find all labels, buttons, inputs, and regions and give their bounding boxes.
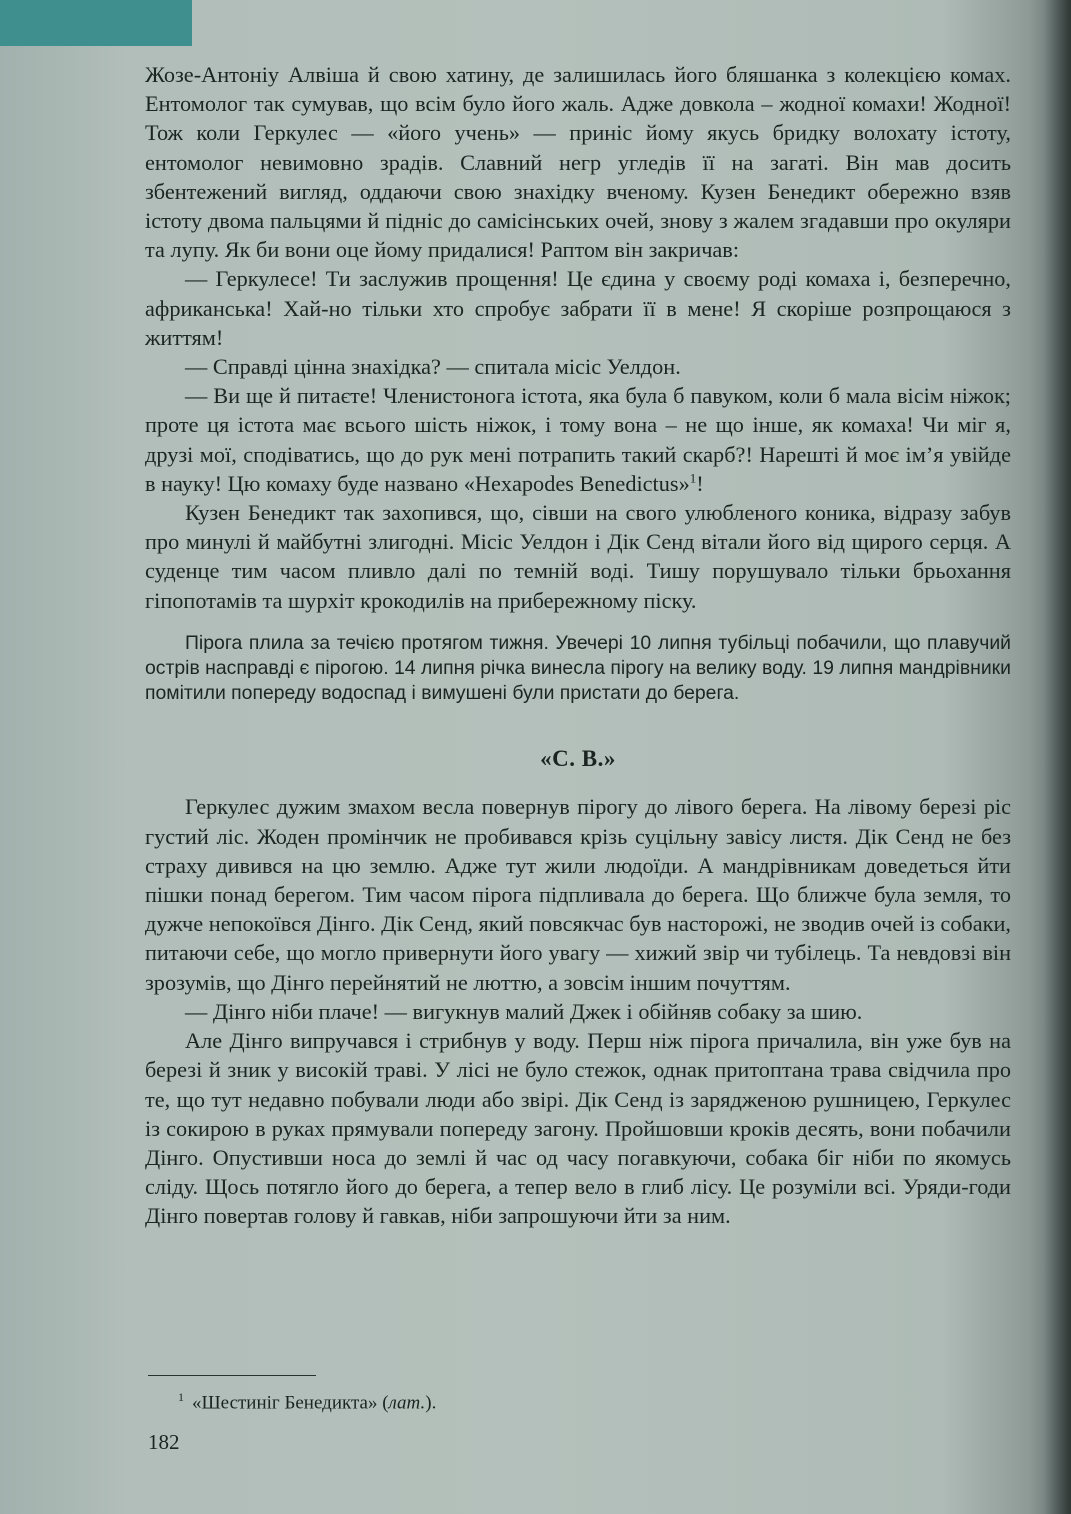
paragraph: — Дінго ніби плаче! — вигукнув малий Джек і обійняв собаку за шию. <box>185 998 863 1024</box>
footnote-lang: лат. <box>388 1392 426 1414</box>
paragraph-text-end: ! <box>696 470 704 496</box>
footnote-number: 1 <box>178 1390 184 1404</box>
paragraph: — Справді цінна знахідка? — спитала місіс Уелдон. <box>185 354 681 380</box>
footnote-text: «Шестиніг Бенедикта» <box>192 1392 378 1414</box>
paragraph-hexapodes <box>145 381 1011 498</box>
paragraph: Але Дінго випручався і стрибнув у воду. Перш ніж пірога причалила, він уже був на березі й зник у високій траві. У лісі не було стежок, однак притоптана трава свідчила про те, що тут недавно побували люди або звірі. Дік Сенд із зарядженою рушницею, Геркулес із сокирою в руках прямували попереду загону. Пройшовши кроків десять, вони побачили Дінго. Опустивши носа до землі й час од часу погавкуючи, собака біг ніби по якомусь сліду. Щось потягло його до берега, а тепер вело в глиб лісу. Це розуміли всі. Уряди-годи Дінго повертав голову й гавкав, ніби запрошуючи йти за ним. <box>145 1028 1011 1229</box>
main-text <box>145 60 1011 1231</box>
paragraph: Геркулес дужим змахом весла повернув пірогу до лівого берега. На лівому березі ріс густий ліс. Жоден промінчик не пробивався крізь суцільну завісу листя. Дік Сенд не без страху дивився на цю землю. Адже тут жили людоїди. А мандрівникам доведеться йти пішки понад берегом. Тим часом пірога підпливала до берега. Що ближче була земля, то дужче непокоївся Дінго. Дік Сенд, який повсякчас був насторожі, не зводив очей із собаки, питаючи себе, що могло привернути його увагу — хижий звір чи тубілець. Та невдовзі він зрозумів, що Дінго перейнятий не люттю, а зовсім іншим почуттям. <box>145 794 1011 995</box>
page-number: 182 <box>148 1430 180 1454</box>
book-spine-edge <box>1043 0 1071 1514</box>
paragraph: — Геркулесе! Ти заслужив прощення! Це єдина у своєму роді комаха і, безперечно, африканська! Хай-но тільки хто спробує забрати її в мене! Я скоріше розпрощаюся з життям! <box>145 266 1011 350</box>
paragraph-text: — Ви ще й питаєте! Членистонога істота, яка була б павуком, коли б мала вісім ніжок; проте ця істота має всього шість ніжок, і тому вона – не що інше, як комаха! Чи міг я, друзі мої, сподіватись, що до рук мені потрапить такий скарб?! Нарешті й моє ім’я увійде в науку! Цю комаху буде названо «Hexapodes Benedictus» <box>145 383 1011 496</box>
summary-paragraph: Пірога плила за течією протягом тижня. Увечері 10 липня тубільці побачили, що плавучий острів насправді є пірогою. 14 липня річка винесла пірогу на велику воду. 19 липня мандрівники помітили попереду водоспад і вимушені були пристати до берега. <box>145 631 1011 705</box>
footnote-reference: 1 <box>689 470 697 486</box>
paragraph: Жозе-Антоніу Алвіша й свою хатину, де залишилась його бляшанка з колекцією комах. Ентомолог так сумував, що всім було його жаль. Адже довкола – жодної комахи! Жодної! Тож коли Геркулес — «його учень» — приніс йому якусь бридку волохату істоту, ентомолог невимовно зрадів. Славний негр угледів її на загаті. Він мав досить збентежений вигляд, оддаючи свою знахідку вченому. Кузен Бенедикт обережно взяв істоту двома пальцями й підніс до самісінських очей, знову з жалем згадавши про окуляри та лупу. Як би вони оце йому придалися! Раптом він закричав: <box>145 62 1011 263</box>
paragraph: Кузен Бенедикт так захопився, що, сівши на свого улюбленого коника, відразу забув про минулі й майбутні злигодні. Місіс Уелдон і Дік Сенд вітали його від щирого серця. А суденце тим часом пливло далі по темній воді. Тишу порушувало тільки брьохання гіпопотамів та шурхіт крокодилів на прибережному піску. <box>145 500 1011 613</box>
footnote-divider <box>148 1375 316 1376</box>
corner-color-tab <box>0 0 192 46</box>
footnote: $^1$ «Шестиніг Бенедикта» (лат.). <box>178 1390 437 1414</box>
chapter-title: «С. В.» <box>540 746 616 772</box>
